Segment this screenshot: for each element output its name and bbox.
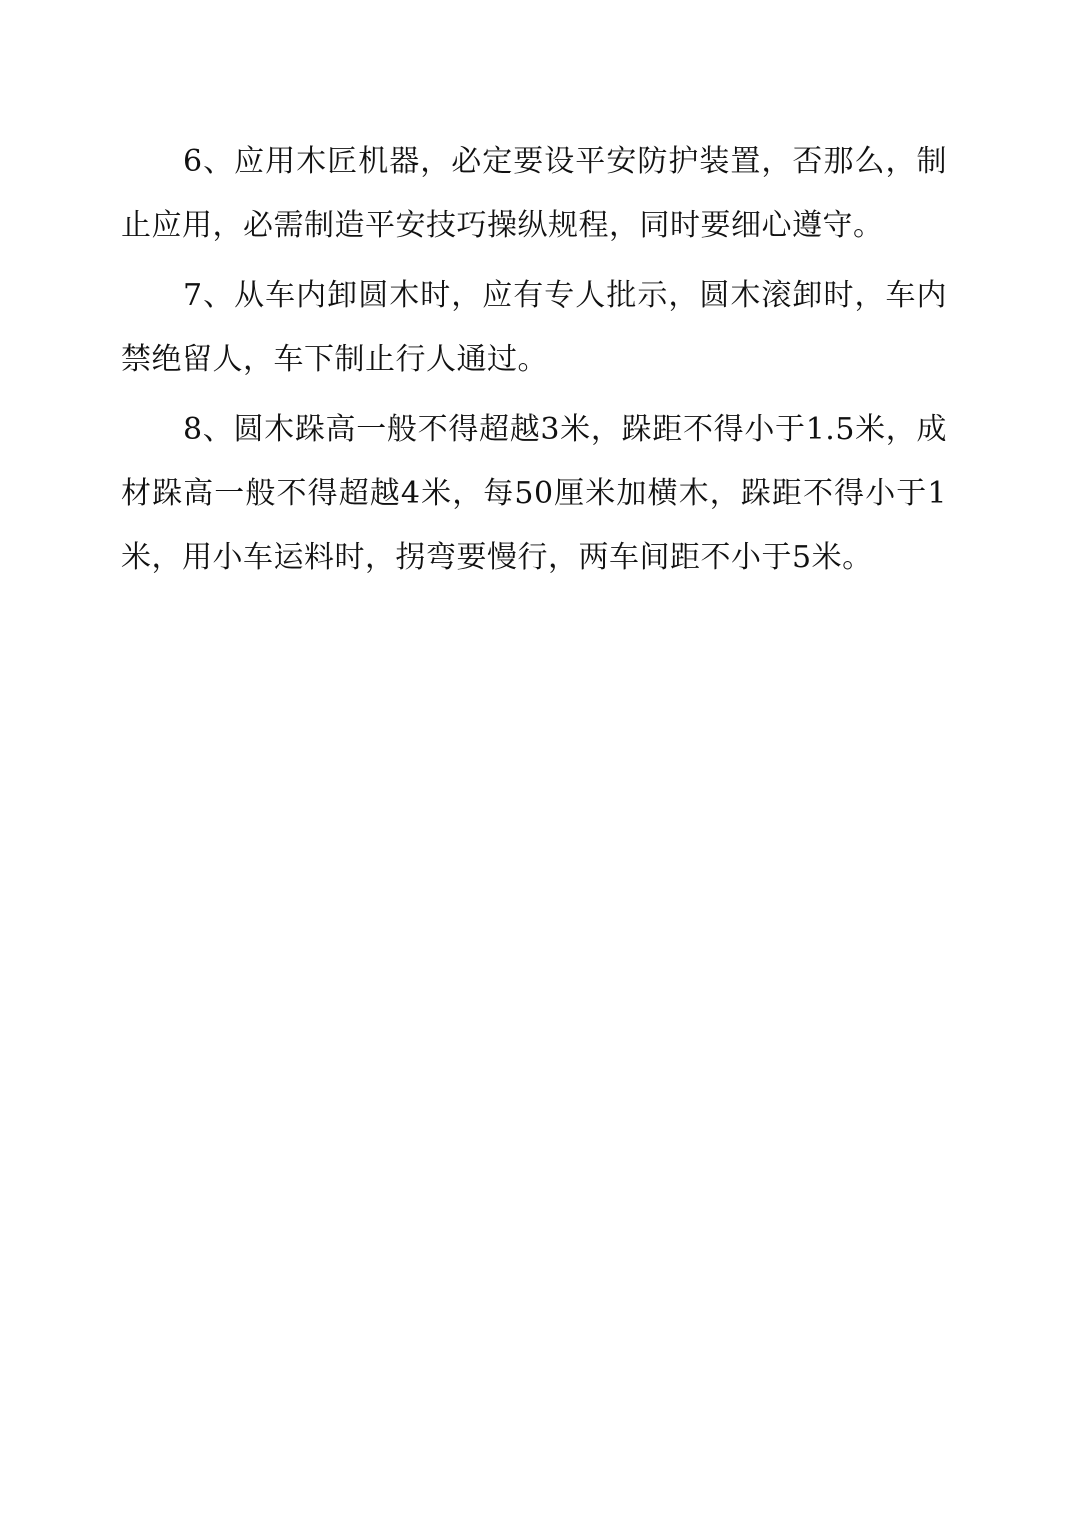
document-body <box>121 130 947 596</box>
paragraph-item-8: 8、圆木跺高一般不得超越3米，跺距不得小于1.5米，成材跺高一般不得超越4米，每50厘米加横木，跺距不得小于1米，用小车运料时，拐弯要慢行，两车间距不小于5米。 <box>121 412 947 575</box>
paragraph-item-6: 6、应用木匠机器，必定要设平安防护装置，否那么，制止应用，必需制造平安技巧操纵规程，同时要细心遵守。 <box>121 144 947 243</box>
paragraph-item-7: 7、从车内卸圆木时，应有专人批示，圆木滚卸时，车内禁绝留人，车下制止行人通过。 <box>121 278 947 377</box>
